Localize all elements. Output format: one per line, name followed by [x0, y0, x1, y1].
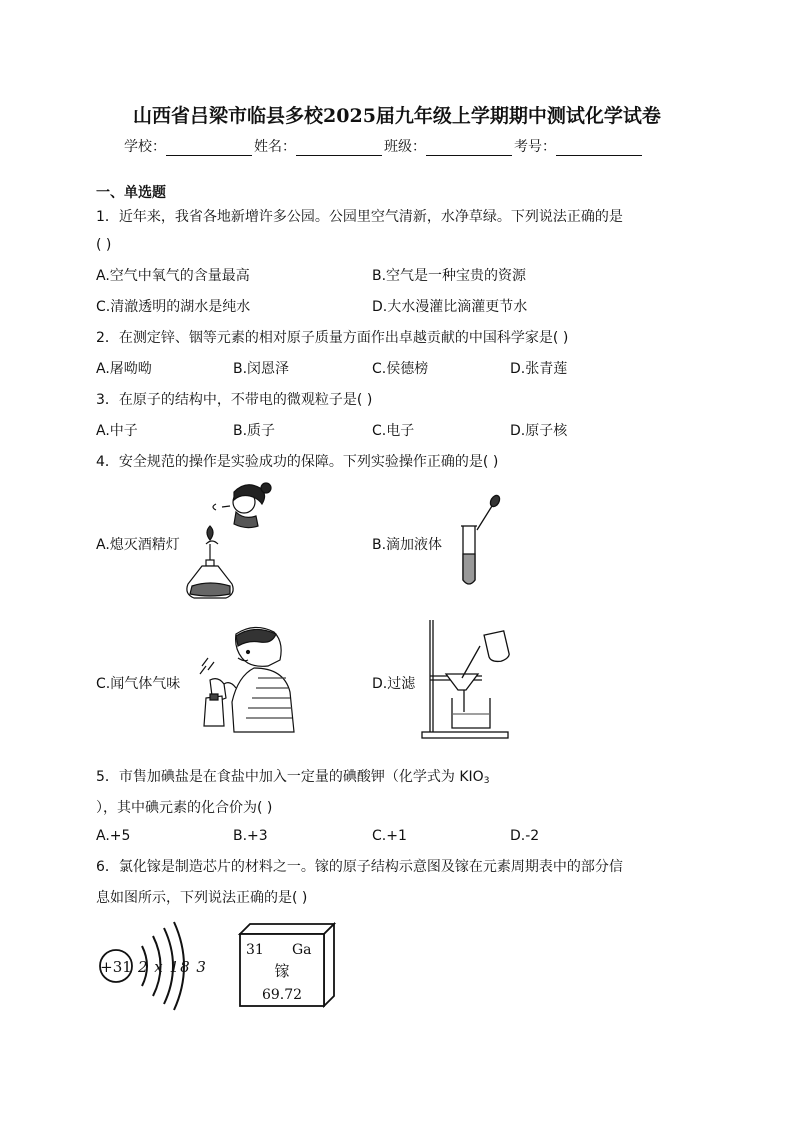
q5-stem-2: ），其中碘元素的化合价为( ): [96, 800, 273, 816]
q2-option-b[interactable]: B.闵恩泽: [233, 361, 290, 377]
class-label: 班级：: [384, 139, 426, 155]
class-blank[interactable]: [426, 141, 512, 156]
atom-nucleus-charge: +31: [100, 958, 132, 976]
q3-option-b[interactable]: B.质子: [233, 423, 276, 439]
q5-option-c[interactable]: C.+1: [372, 828, 407, 844]
q1-option-a[interactable]: A.空气中氧气的含量最高: [96, 268, 250, 284]
smelling-gas-illustration: [198, 622, 298, 734]
exam-number-field[interactable]: [514, 136, 644, 156]
school-blank[interactable]: [166, 141, 252, 156]
gallium-element-cell: [240, 924, 336, 1008]
q5-option-a[interactable]: A.+5: [96, 828, 131, 844]
q5-option-d[interactable]: D.-2: [510, 828, 540, 844]
element-atomic-mass: 69.72: [261, 987, 303, 1003]
q1-option-c[interactable]: C.清澈透明的湖水是纯水: [96, 299, 251, 315]
school-field[interactable]: [124, 136, 254, 156]
q1-option-d[interactable]: D.大水漫灌比滴灌更节水: [372, 299, 528, 315]
q5-stem-text: 5．市售加碘盐是在食盐中加入一定量的碘酸钾（化学式为 KIO: [96, 769, 484, 785]
q3-option-c[interactable]: C.电子: [372, 423, 415, 439]
q2-stem: 2．在测定锌、铟等元素的相对原子质量方面作出卓越贡献的中国科学家是( ): [96, 330, 569, 346]
q3-stem: 3．在原子的结构中，不带电的微观粒子是( ): [96, 392, 373, 408]
q5-stem: [96, 766, 489, 786]
name-label: 姓名：: [254, 139, 296, 155]
q1-option-b[interactable]: B.空气是一种宝贵的资源: [372, 268, 527, 284]
q5-subscript: 3: [483, 776, 490, 786]
q3-option-d[interactable]: D.原子核: [510, 423, 568, 439]
q4-stem: 4．安全规范的操作是实验成功的保障。下列实验操作正确的是( ): [96, 454, 499, 470]
q1-stem: 1．近年来，我省各地新增许多公园。公园里空气清新，水净草绿。下列说法正确的是: [96, 209, 623, 225]
section-heading: 一、单选题: [96, 185, 166, 201]
student-info-row: [124, 136, 644, 156]
element-name: 镓: [274, 962, 290, 980]
q3-option-a[interactable]: A.中子: [96, 423, 138, 439]
blowing-lamp-illustration: [186, 480, 276, 605]
exam-number-label: 考号：: [514, 139, 556, 155]
exam-number-blank[interactable]: [556, 141, 642, 156]
q2-option-a[interactable]: A.屠呦呦: [96, 361, 152, 377]
q6-stem: 6．氯化镓是制造芯片的材料之一。镓的原子结构示意图及镓在元素周期表中的部分信: [96, 859, 623, 875]
q2-option-c[interactable]: C.侯德榜: [372, 361, 429, 377]
q6-stem-2: 息如图所示，下列说法正确的是( ): [96, 890, 308, 906]
q4-option-c[interactable]: C.闻气体气味: [96, 676, 181, 692]
gallium-atom-diagram: [98, 918, 208, 1014]
q4-option-a[interactable]: A.熄灭酒精灯: [96, 537, 180, 553]
element-symbol: Ga: [292, 942, 312, 958]
page-title: 山西省吕梁市临县多校2025届九年级上学期期中测试化学试卷: [133, 105, 661, 127]
q4-option-b[interactable]: B.滴加液体: [372, 537, 443, 553]
q1-paren: ( ): [96, 237, 112, 253]
atom-shell-electrons: 2 x 18 3: [138, 958, 207, 976]
element-atomic-number: 31: [246, 942, 264, 958]
dropper-test-tube-illustration: [455, 494, 505, 589]
name-blank[interactable]: [296, 141, 382, 156]
q2-option-d[interactable]: D.张青莲: [510, 361, 568, 377]
q4-option-d[interactable]: D.过滤: [372, 676, 416, 692]
filtration-apparatus-illustration: [420, 620, 520, 740]
school-label: 学校：: [124, 139, 166, 155]
name-field[interactable]: [254, 136, 384, 156]
class-field[interactable]: [384, 136, 514, 156]
q5-option-b[interactable]: B.+3: [233, 828, 268, 844]
